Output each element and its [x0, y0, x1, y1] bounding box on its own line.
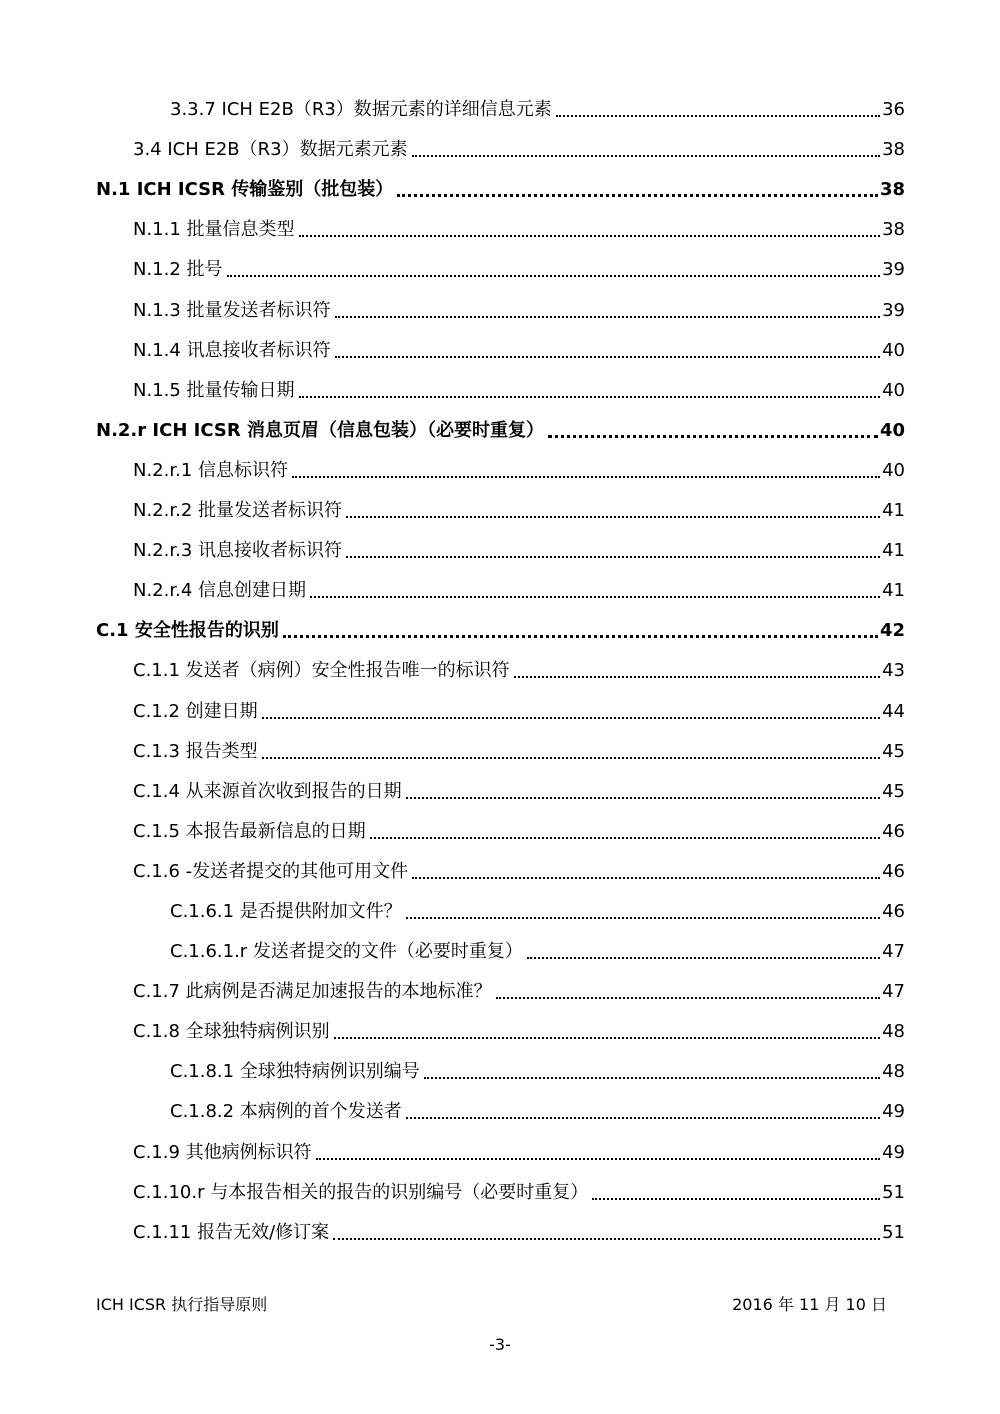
dot-leader [406, 1117, 880, 1119]
dot-leader [424, 1077, 880, 1079]
toc-entry[interactable] [133, 1171, 905, 1211]
toc-entry-title: N.1.2 批号 [133, 259, 223, 281]
toc-entry-title: N.1 ICH ICSR 传输鉴别（批包装） [96, 179, 394, 201]
dot-leader [335, 316, 881, 318]
toc-entry-title: N.1.4 讯息接收者标识符 [133, 339, 331, 361]
toc-entry-page-number: 46 [882, 900, 905, 922]
toc-entry-page-number: 39 [882, 259, 905, 281]
toc-entry[interactable] [133, 970, 905, 1010]
toc-entry-title: C.1.8.2 本病例的首个发送者 [170, 1101, 402, 1123]
toc-entry-page-number: 49 [882, 1141, 905, 1163]
toc-entry[interactable] [133, 449, 905, 489]
toc-entry-title: N.2.r.1 信息标识符 [133, 459, 289, 481]
dot-leader [334, 1037, 880, 1039]
toc-entry-title: C.1.8.1 全球独特病例识别编号 [170, 1061, 420, 1083]
page-footer [96, 1292, 887, 1315]
toc-entry-page-number: 42 [879, 620, 905, 642]
toc-entry[interactable] [133, 810, 905, 850]
dot-leader [548, 435, 878, 438]
toc-entry[interactable] [133, 850, 905, 890]
toc-entry-title: C.1.6.1.r 发送者提交的文件（必要时重复） [170, 941, 523, 963]
dot-leader [514, 676, 880, 678]
dot-leader [527, 957, 880, 959]
dot-leader [335, 356, 881, 358]
toc-entry-page-number: 40 [882, 339, 905, 361]
toc-entry-page-number: 38 [882, 139, 905, 161]
toc-entry-page-number: 46 [882, 860, 905, 882]
toc-entry[interactable] [133, 248, 905, 288]
dot-leader [412, 877, 880, 879]
toc-entry[interactable] [133, 329, 905, 369]
toc-entry[interactable] [133, 1010, 905, 1050]
toc-entry-title: C.1.5 本报告最新信息的日期 [133, 820, 366, 842]
toc-entry-title: C.1 安全性报告的识别 [96, 620, 279, 642]
toc-entry-page-number: 45 [882, 780, 905, 802]
toc-entry-title: N.2.r.3 讯息接收者标识符 [133, 540, 343, 562]
toc-entry-page-number: 44 [882, 700, 905, 722]
toc-entry-title: C.1.9 其他病例标识符 [133, 1141, 312, 1163]
toc-entry-page-number: 39 [882, 299, 905, 321]
toc-entry-title: C.1.6.1 是否提供附加文件？ [170, 900, 402, 922]
toc-entry-page-number: 47 [882, 941, 905, 963]
toc-entry-title: 3.3.7 ICH E2B（R3）数据元素的详细信息元素 [170, 99, 552, 121]
dot-leader [406, 797, 880, 799]
toc-entry-page-number: 40 [882, 379, 905, 401]
toc-entry[interactable] [133, 1211, 905, 1251]
toc-entry-page-number: 48 [882, 1021, 905, 1043]
toc-entry[interactable] [133, 1130, 905, 1170]
toc-entry-title: C.1.10.r 与本报告相关的报告的识别编号（必要时重复） [133, 1181, 589, 1203]
toc-entry[interactable] [96, 168, 905, 208]
toc-entry[interactable] [170, 930, 905, 970]
dot-leader [412, 155, 880, 157]
dot-leader [262, 717, 880, 719]
footer-document-title: ICH ICSR 执行指导原则 [96, 1295, 268, 1314]
toc-entry-title: N.1.3 批量发送者标识符 [133, 299, 331, 321]
toc-entry[interactable] [133, 649, 905, 689]
toc-entry[interactable] [170, 88, 905, 128]
dot-leader [292, 476, 880, 478]
dot-leader [346, 556, 880, 558]
toc-entry-title: C.1.11 报告无效/修订案 [133, 1221, 330, 1243]
toc-entry-title: N.2.r.2 批量发送者标识符 [133, 500, 343, 522]
toc-entry-title: N.1.5 批量传输日期 [133, 379, 295, 401]
page-number: -3- [489, 1335, 511, 1354]
toc-entry-page-number: 36 [882, 99, 905, 121]
toc-entry[interactable] [133, 489, 905, 529]
toc-entry-page-number: 40 [882, 459, 905, 481]
toc-entry[interactable] [133, 770, 905, 810]
toc-entry[interactable] [133, 529, 905, 569]
toc-entry[interactable] [133, 208, 905, 248]
toc-entry-page-number: 51 [882, 1221, 905, 1243]
toc-entry-page-number: 41 [882, 540, 905, 562]
toc-entry[interactable] [133, 128, 905, 168]
toc-entry-title: N.2.r.4 信息创建日期 [133, 580, 307, 602]
toc-entry-page-number: 38 [879, 179, 905, 201]
toc-entry-title: N.2.r ICH ICSR 消息页眉（信息包装）（必要时重复） [96, 419, 544, 441]
toc-entry[interactable] [170, 890, 905, 930]
toc-entry-page-number: 41 [882, 580, 905, 602]
dot-leader [496, 997, 880, 999]
toc-entry[interactable] [133, 730, 905, 770]
toc-entry-page-number: 40 [879, 419, 905, 441]
dot-leader [310, 596, 880, 598]
toc-entry[interactable] [133, 569, 905, 609]
dot-leader [299, 396, 881, 398]
toc-entry[interactable] [96, 409, 905, 449]
toc-entry-page-number: 51 [882, 1181, 905, 1203]
toc-entry-page-number: 45 [882, 740, 905, 762]
toc-entry-page-number: 48 [882, 1061, 905, 1083]
toc-entry-title: C.1.6 -发送者提交的其他可用文件 [133, 860, 409, 882]
dot-leader [227, 275, 881, 277]
dot-leader [316, 1158, 880, 1160]
toc-entry-page-number: 47 [882, 981, 905, 1003]
toc-entry[interactable] [133, 369, 905, 409]
toc-entry-page-number: 41 [882, 500, 905, 522]
toc-entry-title: N.1.1 批量信息类型 [133, 219, 295, 241]
dot-leader [299, 235, 881, 237]
toc-entry-title: C.1.1 发送者（病例）安全性报告唯一的标识符 [133, 660, 510, 682]
toc-entry-title: C.1.2 创建日期 [133, 700, 258, 722]
dot-leader [370, 837, 880, 839]
toc-entry-title: C.1.7 此病例是否满足加速报告的本地标准？ [133, 981, 492, 1003]
toc-entry[interactable] [170, 1090, 905, 1130]
toc-entry[interactable] [133, 689, 905, 729]
table-of-contents [0, 88, 1000, 1251]
toc-entry-page-number: 43 [882, 660, 905, 682]
toc-entry-title: 3.4 ICH E2B（R3）数据元素元素 [133, 139, 408, 161]
toc-entry[interactable] [170, 1050, 905, 1090]
toc-entry-page-number: 46 [882, 820, 905, 842]
dot-leader [346, 516, 880, 518]
footer-date: 2016 年 11 月 10 日 [732, 1295, 887, 1314]
dot-leader [406, 917, 880, 919]
dot-leader [556, 115, 880, 117]
toc-entry[interactable] [96, 609, 905, 649]
dot-leader [262, 757, 880, 759]
dot-leader [283, 635, 878, 638]
dot-leader [592, 1198, 880, 1200]
dot-leader [333, 1238, 880, 1240]
toc-entry-page-number: 38 [882, 219, 905, 241]
toc-entry-title: C.1.8 全球独特病例识别 [133, 1021, 330, 1043]
dot-leader [397, 194, 878, 197]
toc-entry-title: C.1.3 报告类型 [133, 740, 258, 762]
toc-entry-title: C.1.4 从来源首次收到报告的日期 [133, 780, 402, 802]
toc-entry[interactable] [133, 288, 905, 328]
toc-entry-page-number: 49 [882, 1101, 905, 1123]
